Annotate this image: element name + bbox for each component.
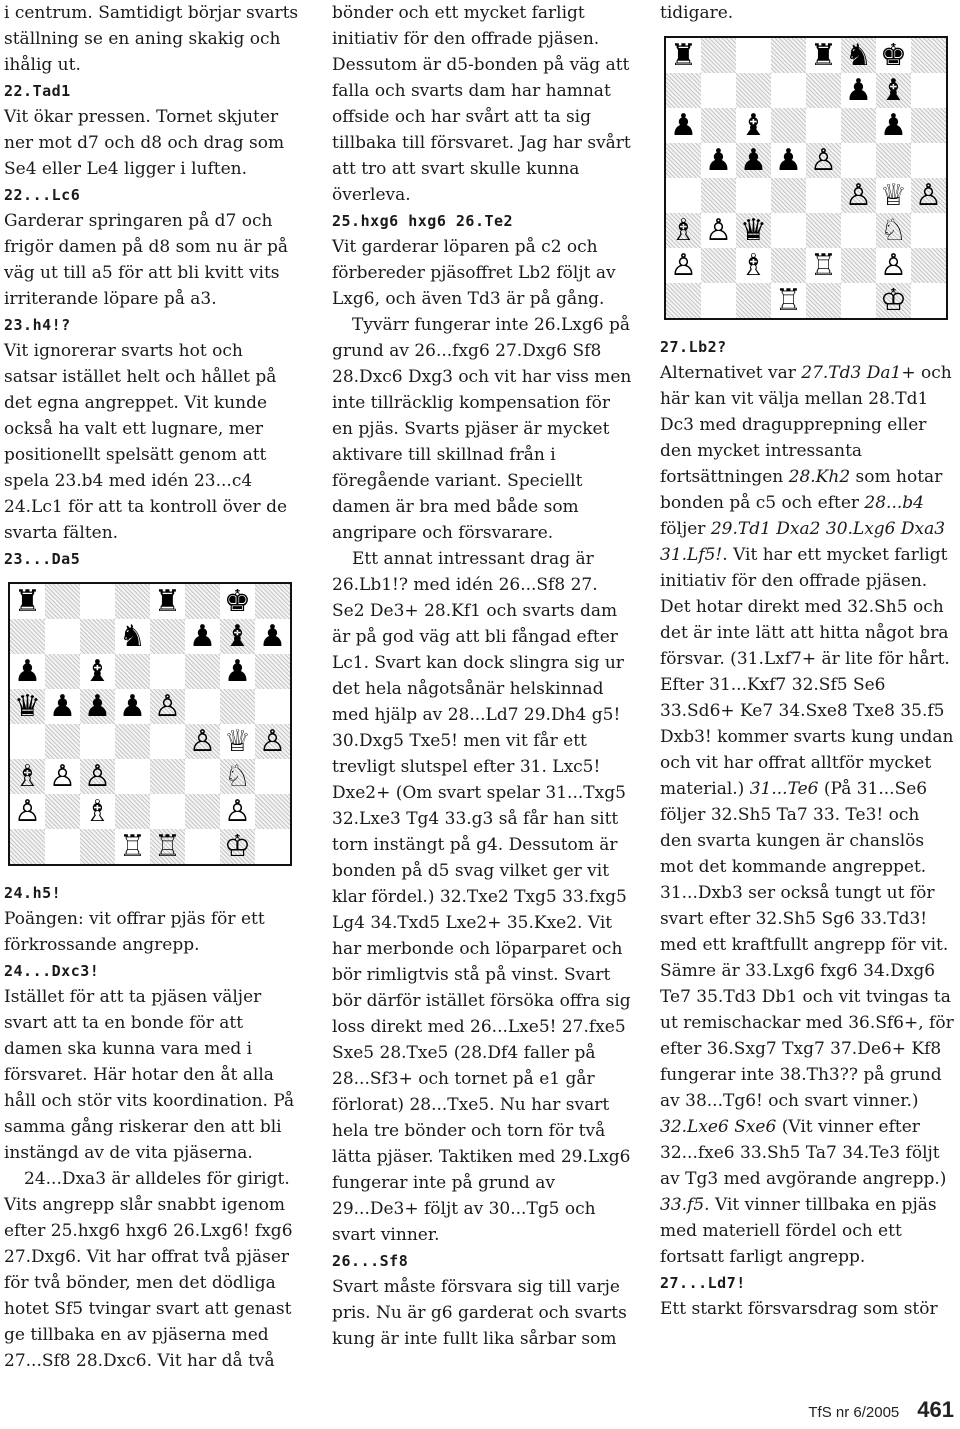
board-square: ♟: [736, 143, 771, 178]
board-square: ♗: [10, 759, 45, 794]
board-square: ♙: [876, 248, 911, 283]
board-square: ♗: [80, 794, 115, 829]
paragraph: Svart måste försvara sig till varje pris. Nu är g6 garderat och svarts kung är inte fullt lika sårbar som: [332, 1277, 627, 1349]
paragraph: Istället för att ta pjäsen väljer svart att ta en bonde för att damen ska kunna vara med i försvaret. Här hotar den åt alla håll och stör vits koordination. På samma gång riskerar den att bli instängd av de vita pjäserna.: [4, 987, 295, 1163]
board-square: ♘: [876, 213, 911, 248]
board-square: [841, 108, 876, 143]
board-square: [80, 584, 115, 619]
board-square: ♙: [806, 143, 841, 178]
board-square: [185, 829, 220, 864]
board-square: ♕: [220, 724, 255, 759]
board-square: ♟: [771, 143, 806, 178]
board-square: [150, 619, 185, 654]
column-1: [4, 0, 300, 1374]
board-square: [45, 619, 80, 654]
board-square: [771, 178, 806, 213]
board-square: ♞: [841, 38, 876, 73]
board-square: ♙: [150, 689, 185, 724]
board-square: [701, 283, 736, 318]
paragraph: Vit ignorerar svarts hot och satsar istället helt och hållet på det egna angreppet. Vit kunde också ha valt ett lugnare, mer positionellt spelsätt genom att spela 23.b4 med idén 23...c4 24.Lc1 för att ta kontroll över de svarta fälten.: [4, 341, 288, 543]
magazine-issue: TfS nr 6/2005: [808, 1404, 900, 1421]
board-square: [150, 794, 185, 829]
board-square: [150, 724, 185, 759]
board-square: ♖: [771, 283, 806, 318]
text-run: Alternativet var: [660, 363, 802, 383]
board-square: [10, 724, 45, 759]
paragraph: 24...Dxa3 är alldeles för girigt. Vits angrepp slår snabbt igenom efter 25.hxg6 hxg6 26.Lxg6! fxg6 27.Dxg6. Vit har offrat två pjäser för två bönder, men det dödliga hotet Sf5 tvingar svart att genast ge tillbaka en av pjäserna med 27...Sf8 28.Dxc6. Vit har då två: [4, 1169, 293, 1371]
board-square: ♜: [806, 38, 841, 73]
paragraph: Poängen: vit offrar pjäs för ett förkrossande angrepp.: [4, 909, 265, 955]
board-square: ♝: [80, 654, 115, 689]
board-square: ♙: [666, 248, 701, 283]
paragraph: Vit ökar pressen. Tornet skjuter ner mot d7 och d8 och drag som Se4 eller Le4 ligger i luften.: [4, 107, 285, 179]
board-square: ♟: [220, 654, 255, 689]
board-square: [701, 73, 736, 108]
board-square: [806, 108, 841, 143]
board-square: [771, 73, 806, 108]
page-number: 461: [917, 1397, 954, 1422]
move-italic: 28...b4: [864, 493, 924, 513]
board-square: [736, 283, 771, 318]
board-square: [115, 584, 150, 619]
board-square: [806, 283, 841, 318]
board-square: ♙: [80, 759, 115, 794]
board-square: [185, 759, 220, 794]
board-square: [806, 73, 841, 108]
paragraph: [660, 360, 956, 1270]
move-heading: 27.Lb2?: [660, 338, 727, 356]
board-square: ♝: [220, 619, 255, 654]
board-square: ♚: [876, 38, 911, 73]
board-square: ♜: [10, 584, 45, 619]
move-italic: 31...Te6: [749, 779, 819, 799]
board-square: ♙: [255, 724, 290, 759]
move-heading: 25.hxg6 hxg6 26.Te2: [332, 212, 514, 230]
board-square: ♜: [150, 584, 185, 619]
board-square: [771, 248, 806, 283]
move-heading: 23.h4!?: [4, 316, 71, 334]
board-square: [255, 689, 290, 724]
board-square: ♟: [701, 143, 736, 178]
board-square: ♖: [150, 829, 185, 864]
board-square: [911, 38, 946, 73]
board-square: [150, 654, 185, 689]
board-square: ♟: [80, 689, 115, 724]
text-run: . Vit vinner tillbaka en pjäs med materiell fördel och ett fortsatt farligt angrepp.: [660, 1195, 937, 1267]
board-square: [255, 584, 290, 619]
move-italic: 32.Lxe6 Sxe6: [660, 1117, 777, 1137]
board-square: [255, 654, 290, 689]
board-square: [771, 38, 806, 73]
board-square: ♔: [876, 283, 911, 318]
board-square: [10, 829, 45, 864]
paragraph: Garderar springaren på d7 och frigör damen på d8 som nu är på väg ut till a5 för att bli kvitt vits irriterande löpare på a3.: [4, 211, 289, 309]
board-square: [841, 213, 876, 248]
page-footer: [808, 1397, 954, 1423]
board-square: [80, 724, 115, 759]
board-square: [666, 178, 701, 213]
board-square: ♝: [736, 108, 771, 143]
board-square: [736, 38, 771, 73]
board-square: ♟: [185, 619, 220, 654]
board-square: ♛: [10, 689, 45, 724]
board-square: [911, 73, 946, 108]
move-italic: 29.Td1 Dxa2 30.Lxg6 Dxa3 31.Lf5!: [660, 519, 946, 565]
move-italic: 33.f5: [660, 1195, 705, 1215]
board-square: [255, 759, 290, 794]
paragraph: Vit garderar löparen på c2 och förbereder pjäsoffret Lb2 följt av Lxg6, och även Td3 är på gång.: [332, 237, 616, 309]
paragraph: Ett annat intressant drag är 26.Lb1!? med idén 26...Sf8 27. Se2 De3+ 28.Kf1 och svarts dam är på god väg att bli fångad efter Lc1. Svart kan dock slingra sig ur det hela någotsånär helskinnad med hjälp av 28...Ld7 29.Dh4 g5! 30.Dxg5 Txe5! men vit får ett trevligt slutspel efter 31. Lxc5! Dxe2+ (Om svart spelar 31...Txg5 32.Lxe3 Tg4 33.g3 så får han sitt torn instängt på g4. Dessutom är bonden på d5 svag vilket ger vit klar fördel.) 32.Txe2 Txg5 33.fxg5 Lg4 34.Txd5 Lxe2+ 35.Kxe2. Vit har merbonde och löparparet och bör rimligtvis stå på vinst. Svart bör därför istället försöka offra sig loss direkt med 26...Lxe5! 27.fxe5 Sxe5 28.Txe5 (28.Df4 faller på 28...Sf3+ och tornet på e1 går förlorat) 28...Txe5. Nu har svart hela tre bönder och torn för två lätta pjäser. Taktiken med 29.Lxg6 fungerar inte på grund av 29...De3+ följt av 30...Tg5 och svart vinner.: [332, 549, 631, 1245]
board-square: [255, 794, 290, 829]
board-square: [736, 73, 771, 108]
board-square: ♟: [45, 689, 80, 724]
board-square: ♖: [115, 829, 150, 864]
board-square: [701, 248, 736, 283]
board-square: [841, 283, 876, 318]
board-square: [185, 689, 220, 724]
board-square: [806, 178, 841, 213]
move-heading: 27...Ld7!: [660, 1274, 746, 1292]
text-run: (Vit vinner efter 32...fxe6 33.Sh5 Ta7 34.Te3 följt av Tg3 med avgörande angrepp.): [660, 1117, 947, 1189]
board-square: [841, 143, 876, 178]
board-square: [115, 654, 150, 689]
paragraph: Ett starkt försvarsdrag som stör: [660, 1299, 938, 1319]
text-run: följer: [660, 519, 711, 539]
board-square: [841, 248, 876, 283]
board-square: ♟: [255, 619, 290, 654]
chess-diagram-1: [8, 582, 292, 866]
text-run: som hotar bonden på c5 och efter: [660, 467, 943, 513]
board-square: ♗: [666, 213, 701, 248]
board-square: ♟: [876, 108, 911, 143]
board-square: [80, 619, 115, 654]
board-square: ♕: [876, 178, 911, 213]
board-square: [115, 759, 150, 794]
move-heading: 22...Lc6: [4, 186, 81, 204]
board-square: [736, 178, 771, 213]
board-square: [45, 794, 80, 829]
board-square: [45, 724, 80, 759]
move-italic: 28.Kh2: [788, 467, 851, 487]
board-square: ♛: [736, 213, 771, 248]
board-square: ♜: [666, 38, 701, 73]
board-square: [185, 584, 220, 619]
board-square: [666, 73, 701, 108]
board-square: ♔: [220, 829, 255, 864]
move-heading: 26...Sf8: [332, 1252, 409, 1270]
board-square: [911, 108, 946, 143]
board-square: ♘: [220, 759, 255, 794]
board-square: ♙: [220, 794, 255, 829]
paragraph: i centrum. Samtidigt börjar svarts ställning se en aning skakig och ihålig ut.: [4, 3, 299, 75]
board-square: ♟: [666, 108, 701, 143]
text-run: och här kan vit välja mellan 28.Td1 Dc3 med dragupprepning eller den mycket intressanta fortsättningen: [660, 363, 952, 487]
board-square: [10, 619, 45, 654]
paragraph: bönder och ett mycket farligt initiativ för den offrade pjäsen. Dessutom är d5-bonden på väg att falla och svarts dam har hamnat offside och har svårt att ta sig tillbaka till försvaret. Jag har svårt att tro att svart skulle kunna överleva.: [332, 3, 631, 205]
board-square: ♝: [876, 73, 911, 108]
board-square: ♙: [45, 759, 80, 794]
board-square: ♟: [10, 654, 45, 689]
paragraph: Tyvärr fungerar inte 26.Lxg6 på grund av 26...fxg6 27.Dxg6 Sf8 28.Dxc6 Dxg3 och vit har viss men inte tillräcklig kompensation för en pjäs. Svarts pjäser är mycket aktivare till skillnad från i föregående variant. Speciellt damen är bra med både som angripare och försvarare.: [332, 315, 632, 543]
board-square: [701, 108, 736, 143]
column-3: [660, 0, 956, 1322]
board-square: ♟: [115, 689, 150, 724]
text-run: . Vit har ett mycket farligt initiativ för den offrade pjäsen. Det hotar direkt med 32.Sh5 och det är inte lätt att hitta något bra försvar. (31.Lxf7+ är lite för hårt. Efter 31...Kxf7 32.Sf5 Se6 33.Sd6+ Ke7 34.Sxe8 Txe8 35.f5 Dxb3! kommer svarts kung undan och vit har offrat alltför mycket material.): [660, 545, 954, 799]
board-square: [80, 829, 115, 864]
board-square: ♗: [736, 248, 771, 283]
board-square: ♙: [185, 724, 220, 759]
board-square: [45, 584, 80, 619]
board-square: [220, 689, 255, 724]
move-heading: 24.h5!: [4, 884, 62, 902]
board-square: [115, 794, 150, 829]
board-square: [911, 213, 946, 248]
board-square: ♙: [701, 213, 736, 248]
text-run: (På 31...Se6 följer 32.Sh5 Ta7 33. Te3! och den svarta kungen är chanslös mot det kommande angreppet. 31...Dxb3 ser också tungt ut för svart efter 32.Sh5 Sg6 33.Td3! med ett kraftfullt angrepp för vit. Sämre är 33.Lxg6 fxg6 34.Dxg6 Te7 35.Td3 Db1 och vit tvingas ta ut remischackar med 36.Sf6+, för efter 36.Sxg7 Txg7 37.De6+ Kf8 fungerar inte 38.Th3?? på grund av 38...Tg6! och svart vinner.): [660, 779, 954, 1111]
board-square: [185, 794, 220, 829]
board-square: [666, 283, 701, 318]
board-square: [771, 108, 806, 143]
column-2: [332, 0, 632, 1352]
board-square: [701, 178, 736, 213]
board-square: [45, 829, 80, 864]
board-square: [911, 283, 946, 318]
board-square: ♙: [911, 178, 946, 213]
board-square: [255, 829, 290, 864]
board-square: ♙: [841, 178, 876, 213]
board-square: [666, 143, 701, 178]
board-square: [911, 143, 946, 178]
board-square: [701, 38, 736, 73]
board-square: [115, 724, 150, 759]
board-square: ♟: [841, 73, 876, 108]
board-square: [911, 248, 946, 283]
board-square: ♖: [806, 248, 841, 283]
move-heading: 22.Tad1: [4, 82, 71, 100]
paragraph: tidigare.: [660, 3, 734, 23]
board-square: [876, 143, 911, 178]
board-square: [771, 213, 806, 248]
move-heading: 24...Dxc3!: [4, 962, 100, 980]
board-square: [150, 759, 185, 794]
move-italic: 27.Td3 Da1+: [801, 363, 916, 383]
board-square: ♞: [115, 619, 150, 654]
board-square: [45, 654, 80, 689]
board-square: [806, 213, 841, 248]
board-square: ♚: [220, 584, 255, 619]
move-heading: 23...Da5: [4, 550, 81, 568]
board-square: ♙: [10, 794, 45, 829]
chess-diagram-2: [664, 36, 948, 320]
board-square: [185, 654, 220, 689]
